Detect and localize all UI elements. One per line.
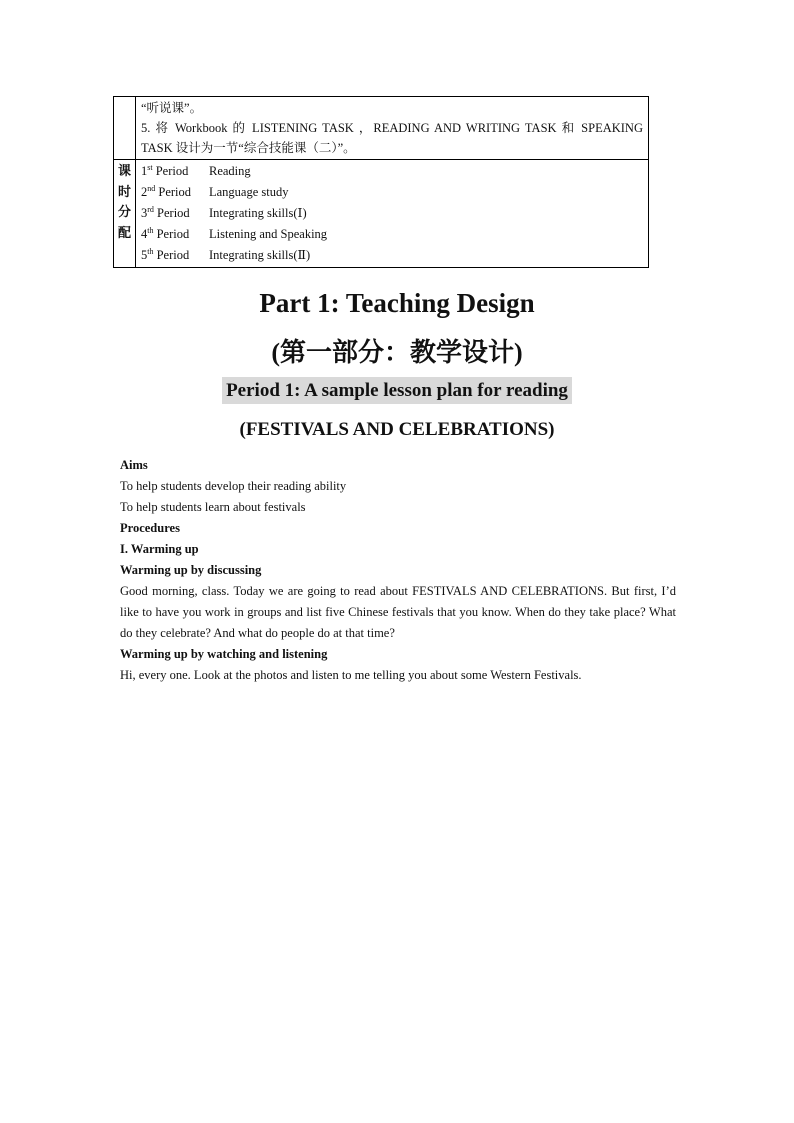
watching-text: Hi, every one. Look at the photos and listen to me telling you about some Western Festivals. [120, 668, 582, 682]
aim-item: To help students learn about festivals [120, 500, 306, 514]
notes-line-2: 5. 将 Workbook 的 LISTENING TASK ，READING AND WRITING TASK 和 SPEAKING TASK 设计为一节“综合技能课（二）”。 [141, 121, 643, 155]
table-row [114, 97, 649, 160]
period-word: Period [158, 185, 192, 199]
period-word: Period [155, 164, 189, 178]
period-number: 2 [141, 185, 148, 199]
period-topic: Reading [209, 164, 251, 178]
period-topic: Integrating skills(Ⅱ) [209, 248, 311, 262]
part-title: Part 1: Teaching Design [259, 288, 535, 318]
discussing-text: Good morning, class. Today we are going to read about FESTIVALS AND CELEBRATIONS. But first, I’d like to have you work in groups and list five Chinese festivals that you know. When do they take place? What do they celebrate? And what do people do at that time? [120, 584, 676, 640]
period-line [141, 245, 643, 266]
period-number: 5 [141, 248, 148, 262]
schedule-label-cell [114, 160, 136, 268]
period-line [141, 224, 643, 245]
watching-heading: Warming up by watching and listening [120, 647, 328, 661]
part-title-chinese: (第一部分：教学设计) [271, 338, 523, 367]
warming-up-heading: I. Warming up [120, 542, 199, 556]
schedule-label [114, 161, 135, 244]
table-row [114, 160, 649, 268]
period-line [141, 182, 643, 203]
lesson-body [120, 455, 676, 686]
empty-label-cell [114, 97, 136, 160]
period-line [141, 203, 643, 224]
lesson-plan-table [113, 96, 649, 268]
aims-heading: Aims [120, 458, 148, 472]
period-topic: Language study [209, 185, 289, 199]
period-ordinal: st [147, 162, 153, 172]
label-char: 课 [117, 164, 131, 179]
label-char: 配 [117, 225, 131, 241]
period-word: Period [156, 248, 190, 262]
notes-cell [136, 97, 649, 160]
period-ordinal: rd [147, 204, 154, 214]
period-ordinal: th [147, 225, 154, 235]
period-word: Period [157, 206, 190, 220]
period-topic: Integrating skills(Ⅰ) [209, 206, 307, 220]
discussing-heading: Warming up by discussing [120, 563, 262, 577]
period-ordinal: th [147, 246, 154, 256]
label-char: 时 [117, 184, 131, 200]
procedures-heading: Procedures [120, 521, 180, 535]
period-ordinal: nd [147, 183, 156, 193]
period-title-wrap [0, 377, 794, 404]
period-title: Period 1: A sample lesson plan for reading [222, 377, 572, 404]
period-line [141, 161, 643, 182]
label-char: 分 [117, 205, 131, 220]
period-number: 3 [141, 206, 148, 220]
period-topic: Listening and Speaking [209, 227, 328, 241]
unit-title: (FESTIVALS AND CELEBRATIONS) [239, 419, 555, 440]
period-word: Period [156, 227, 190, 241]
notes-line-1: “听说课”。 [141, 101, 203, 115]
period-number: 4 [141, 227, 148, 241]
aim-item: To help students develop their reading ability [120, 479, 347, 493]
schedule-cell [136, 160, 649, 268]
period-number: 1 [141, 164, 148, 178]
